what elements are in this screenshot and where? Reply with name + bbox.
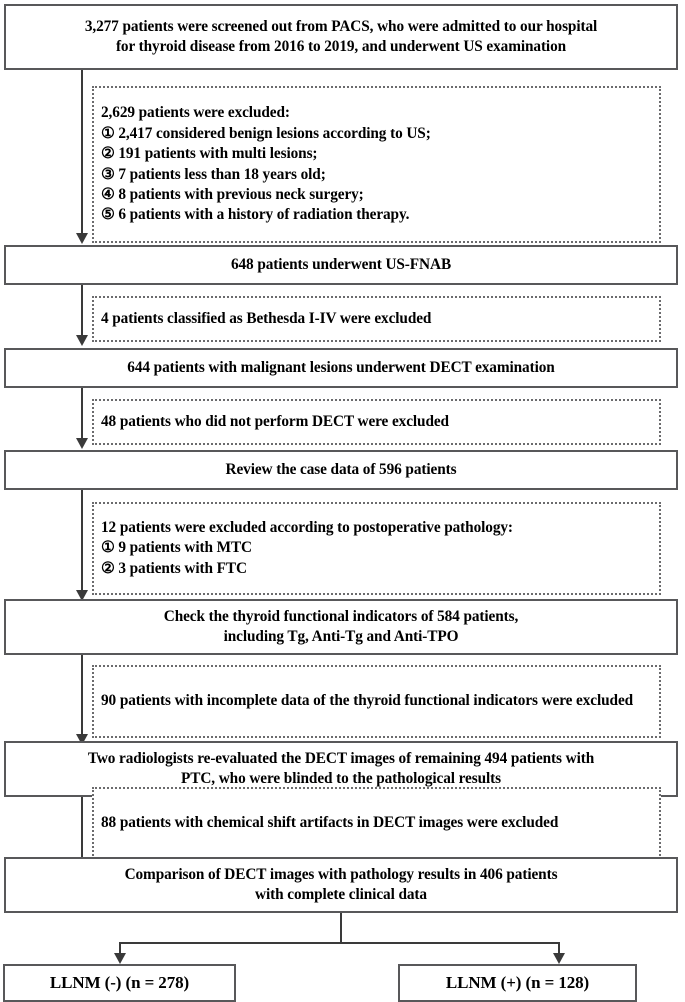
arrowhead-dect-to-review — [76, 438, 88, 449]
node-fnab-line-1: 648 patients underwent US-FNAB — [230, 255, 452, 273]
connector-thyroid-to-reeval — [81, 655, 83, 737]
node-dect-exam-line-1: 644 patients with malignant lesions underwent DECT examination — [127, 358, 555, 376]
node-comparison — [4, 857, 678, 913]
connector-screened-to-fnab — [81, 70, 83, 235]
node-llnm-positive — [398, 964, 637, 1002]
connector-dect-to-review — [81, 388, 83, 441]
node-llnm-negative-label: LLNM (-) (n = 278) — [49, 972, 190, 992]
exclusion-box-1 — [92, 86, 661, 243]
node-dect-exam — [4, 348, 678, 388]
exclusion-4-line-3: ② 3 patients with FTC — [101, 559, 247, 577]
exclusion-1-line-6: ⑤ 6 patients with a history of radiation therapy. — [101, 206, 410, 224]
exclusion-1-line-2: ① 2,417 considered benign lesions according to US; — [101, 124, 431, 142]
arrowhead-to-llnm-positive — [553, 953, 565, 964]
connector-fnab-to-dect — [81, 285, 83, 338]
node-thyroid-check-line-2: including Tg, Anti-Tg and Anti-TPO — [223, 628, 459, 645]
node-screened — [4, 4, 678, 70]
exclusion-4-line-1: 12 patients were excluded according to postoperative pathology: — [101, 518, 513, 536]
exclusion-box-2 — [92, 296, 661, 342]
node-comparison-line-2: with complete clinical data — [255, 886, 427, 903]
node-thyroid-check — [4, 599, 678, 655]
connector-comparison-stem — [340, 913, 342, 944]
exclusion-box-4 — [92, 502, 661, 595]
node-case-review-line-1: Review the case data of 596 patients — [225, 460, 457, 478]
node-reevaluated-line-2: PTC, who were blinded to the pathological results — [180, 770, 502, 787]
connector-review-to-thyroid — [81, 490, 83, 593]
arrowhead-to-llnm-negative — [114, 953, 126, 964]
node-fnab — [4, 245, 678, 285]
exclusion-2-line-1: 4 patients classified as Bethesda I-IV were excluded — [101, 309, 432, 327]
exclusion-1-line-5: ④ 8 patients with previous neck surgery; — [101, 185, 364, 203]
node-thyroid-check-line-1: Check the thyroid functional indicators of 584 patients, — [163, 607, 519, 625]
arrowhead-fnab-to-dect — [76, 335, 88, 346]
exclusion-1-line-3: ② 191 patients with multi lesions; — [101, 145, 318, 163]
exclusion-box-6 — [92, 787, 661, 860]
exclusion-1-line-4: ③ 7 patients less than 18 years old; — [101, 165, 326, 183]
node-comparison-line-1: Comparison of DECT images with pathology results in 406 patients — [124, 865, 558, 883]
node-screened-line-2: for thyroid disease from 2016 to 2019, and underwent US examination — [115, 38, 567, 55]
node-screened-line-1: 3,277 patients were screened out from PACS, who were admitted to our hospital — [84, 17, 598, 35]
exclusion-4-line-2: ① 9 patients with MTC — [101, 539, 252, 557]
node-llnm-negative — [3, 964, 236, 1002]
node-reevaluated-line-1: Two radiologists re-evaluated the DECT images of remaining 494 patients with — [87, 749, 595, 767]
connector-comparison-crossbar — [119, 942, 560, 944]
node-llnm-positive-label: LLNM (+) (n = 128) — [445, 972, 590, 992]
arrowhead-screened-to-fnab — [76, 233, 88, 244]
exclusion-1-line-1: 2,629 patients were excluded: — [101, 104, 290, 122]
exclusion-box-3 — [92, 399, 661, 445]
node-case-review — [4, 450, 678, 490]
exclusion-6-line-1: 88 patients with chemical shift artifacts in DECT images were excluded — [101, 814, 559, 832]
exclusion-box-5 — [92, 665, 661, 738]
exclusion-5-line-1: 90 patients with incomplete data of the thyroid functional indicators were excluded — [101, 692, 634, 710]
exclusion-3-line-1: 48 patients who did not perform DECT were excluded — [101, 412, 449, 430]
